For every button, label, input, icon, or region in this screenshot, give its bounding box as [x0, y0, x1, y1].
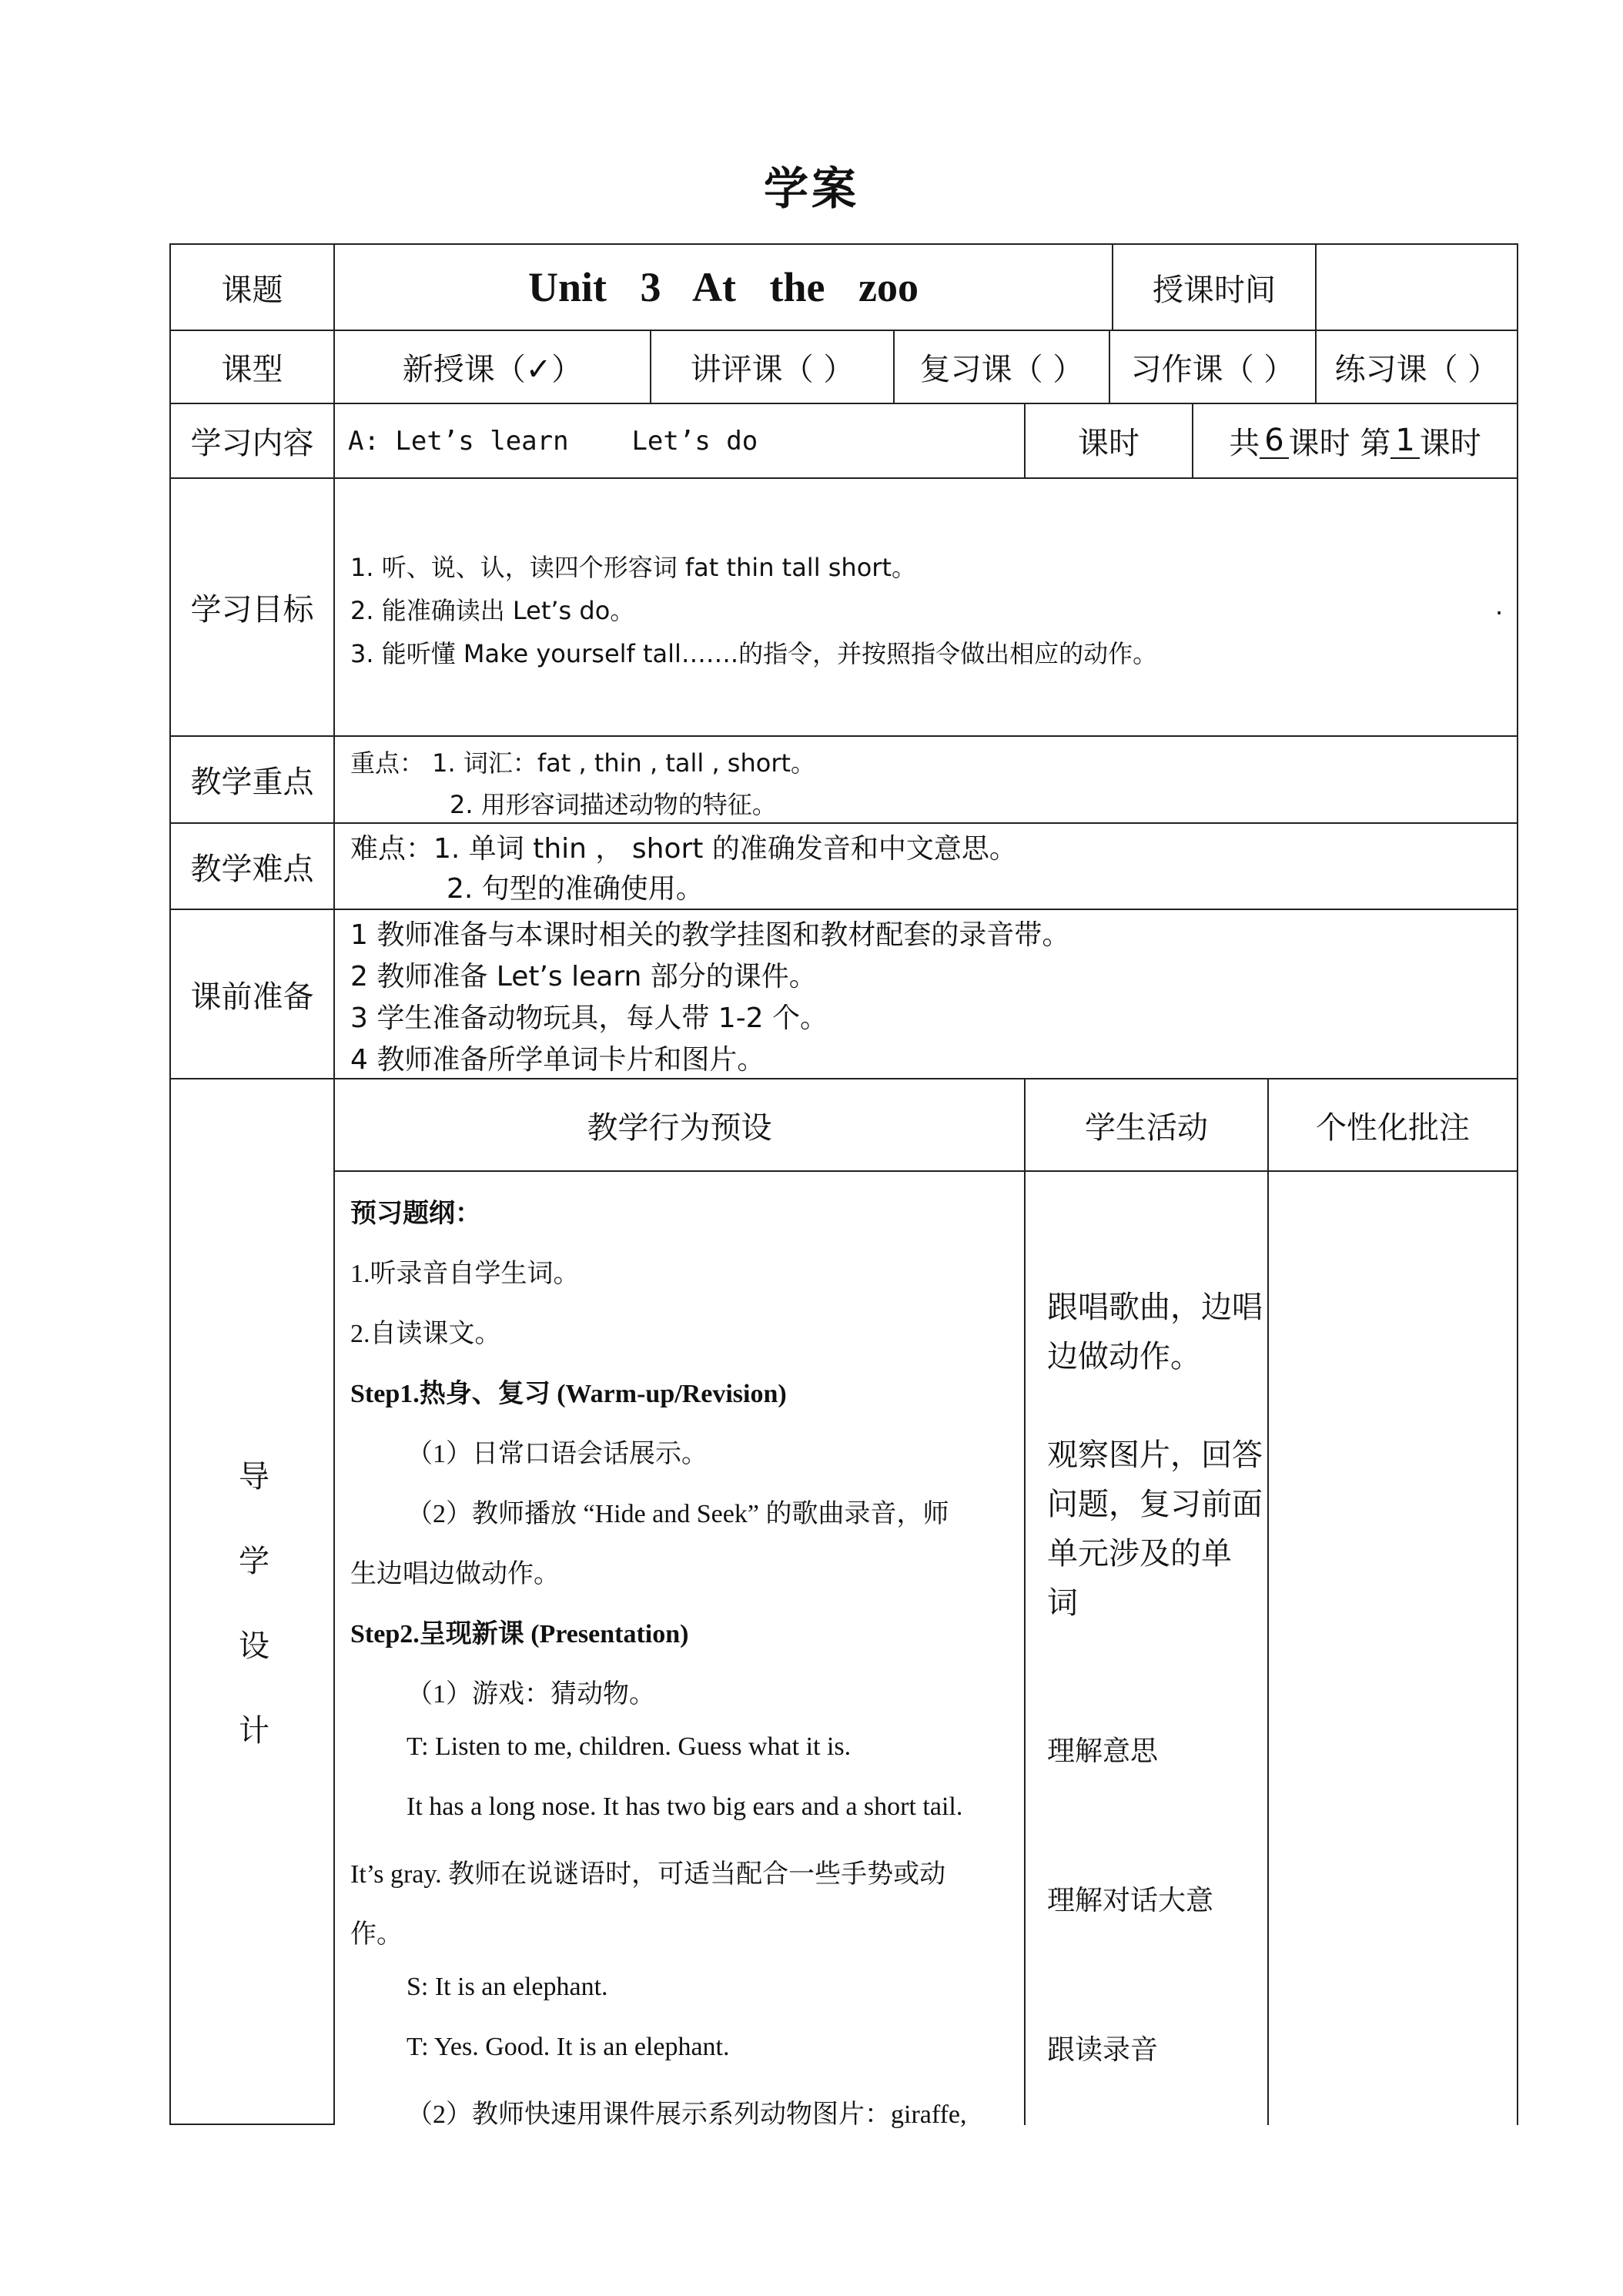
content-value: A: Let’s learn Let’s do: [348, 425, 758, 457]
period-value: [1193, 404, 1517, 477]
teacher-line: （1）日常口语会话展示。: [407, 1440, 708, 1468]
goal-item: 3. 能听懂 Make yourself tall…….的指令，并按照指令做出相应的动作。: [350, 639, 1158, 668]
teacher-line: 1.听录音自学生词。: [350, 1260, 580, 1288]
student-activity-line: 理解意思: [1047, 1735, 1159, 1767]
teacher-line: T: Yes. Good. It is an elephant.: [407, 2033, 730, 2061]
student-activity-line: 理解对话大意: [1047, 1885, 1214, 1916]
student-activity-line: 词: [1047, 1585, 1078, 1621]
student-activity-line: 边做动作。: [1047, 1339, 1201, 1374]
preparation-item: 2 教师准备 Let’s learn 部分的课件。: [350, 961, 817, 992]
preparation-item: 4 教师准备所学单词卡片和图片。: [350, 1044, 765, 1076]
period-total: 6: [1260, 423, 1288, 459]
period-current: 1: [1390, 423, 1419, 459]
goal-item: 1. 听、说、认，读四个形容词 fat thin tall short。: [350, 553, 916, 582]
design-label-char: 设: [239, 1628, 269, 1664]
period-prefix: 共: [1229, 426, 1260, 461]
goal-mark: .: [1495, 591, 1504, 621]
key-point-item: 2. 用形容词描述动物的特征。: [450, 790, 777, 819]
type-option-revision: 复习课（ ）: [919, 352, 1084, 387]
period-mid: 课时 第: [1288, 426, 1391, 461]
student-activity-line: 跟唱歌曲，边唱: [1047, 1290, 1263, 1325]
teacher-line: S: It is an elephant.: [407, 1973, 608, 2001]
preparation-item: 3 学生准备动物玩具，每人带 1-2 个。: [350, 1002, 828, 1034]
topic-label: 课题: [221, 272, 283, 308]
header-student-activity: 学生活动: [1085, 1110, 1208, 1146]
period-suffix: 课时: [1419, 426, 1481, 461]
key-points-label: 教学重点: [190, 765, 314, 800]
teacher-line: 预习题纲：: [350, 1198, 481, 1229]
teacher-line: T: Listen to me, children. Guess what it is.: [407, 1732, 852, 1761]
design-label-char: 导: [239, 1459, 269, 1494]
teacher-line: （2）教师播放 “Hide and Seek” 的歌曲录音，师: [407, 1500, 949, 1528]
teacher-line: 作。: [350, 1920, 403, 1949]
design-label-char: 学: [239, 1544, 269, 1579]
difficulties-label: 教学难点: [190, 851, 314, 887]
type-option-writing: 习作课（ ）: [1130, 352, 1295, 387]
personal-notes-cell: [1269, 1172, 1517, 2124]
header-personal-notes: 个性化批注: [1316, 1110, 1470, 1146]
type-label: 课型: [221, 352, 283, 387]
teacher-line: （2）教师快速用课件展示系列动物图片：giraffe,: [407, 2100, 967, 2129]
teacher-line: It has a long nose. It has two big ears and a short tail.: [407, 1792, 963, 1821]
teacher-line: Step2.呈现新课 (Presentation): [350, 1620, 689, 1648]
topic-value: Unit 3 At the zoo: [528, 264, 919, 310]
goal-item: 2. 能准确读出 Let’s do。: [350, 596, 635, 625]
student-activity-line: 观察图片，回答: [1047, 1438, 1263, 1473]
teacher-line: It’s gray. 教师在说谜语时，可适当配合一些手势或动: [350, 1860, 946, 1889]
student-activity-line: 跟读录音: [1047, 2034, 1159, 2066]
difficulty-item: 难点：1. 单词 thin ， short 的准确发音和中文意思。: [350, 833, 1017, 865]
goals-label: 学习目标: [190, 592, 314, 628]
difficulty-item: 2. 句型的准确使用。: [447, 873, 704, 905]
teacher-line: 生边唱边做动作。: [350, 1560, 560, 1588]
period-label: 课时: [1078, 426, 1139, 461]
type-option-new: 新授课（✓）: [402, 352, 583, 387]
teacher-line: 2.自读课文。: [350, 1320, 501, 1348]
student-activity-line: 问题，复习前面: [1047, 1487, 1263, 1522]
key-point-item: 重点： 1. 词汇：fat , thin , tall , short。: [350, 748, 816, 778]
content-label: 学习内容: [190, 426, 314, 461]
teacher-line: Step1.热身、复习 (Warm-up/Revision): [350, 1380, 787, 1408]
preparation-item: 1 教师准备与本课时相关的教学挂图和教材配套的录音带。: [350, 919, 1070, 951]
student-activity-line: 单元涉及的单: [1047, 1536, 1232, 1571]
time-label: 授课时间: [1153, 272, 1276, 308]
teacher-line: （1）游戏：猜动物。: [407, 1680, 655, 1709]
header-teacher-behavior: 教学行为预设: [587, 1110, 772, 1146]
preparation-label: 课前准备: [190, 979, 314, 1015]
page-title: 学案: [763, 162, 859, 215]
time-value: [1317, 245, 1517, 330]
design-label-char: 计: [239, 1713, 269, 1749]
type-option-practice: 练习课（ ）: [1334, 352, 1499, 387]
type-option-review-test: 讲评课（ ）: [690, 352, 855, 387]
